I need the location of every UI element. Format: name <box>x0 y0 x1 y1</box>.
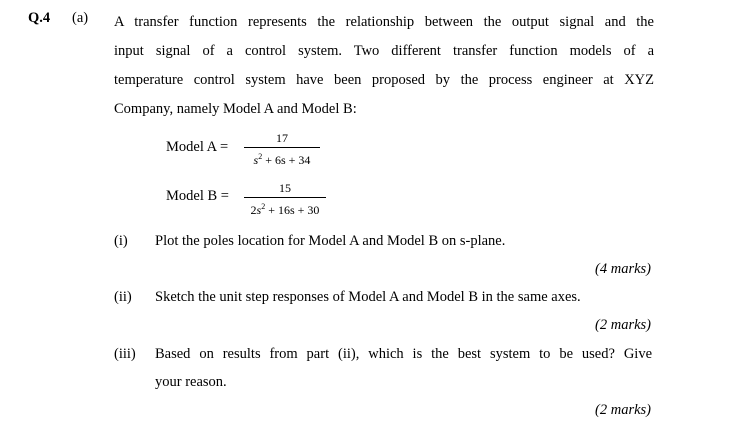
subquestion-text: your reason. <box>155 374 227 390</box>
model-b-den-s: s <box>256 203 262 217</box>
intro-line-2: input signal of a control system. Two different transfer function models of a <box>114 43 654 59</box>
question-part-label: (a) <box>72 10 89 26</box>
model-b-label: Model B = <box>166 188 229 204</box>
model-b-den-exp: 2 <box>261 202 266 211</box>
subquestion-number: (iii) <box>114 346 136 362</box>
model-b-denominator <box>251 199 320 218</box>
model-a-numerator: 17 <box>276 131 288 145</box>
model-a-den-s: s <box>253 153 259 167</box>
model-a-label: Model A = <box>166 139 229 155</box>
model-a-den-exp: 2 <box>258 152 263 161</box>
model-a-fraction <box>244 130 320 168</box>
question-number: Q.4 <box>28 10 51 26</box>
model-b-den-coef: 2 <box>250 203 257 217</box>
subquestion-text: Plot the poles location for Model A and Model B on s-plane. <box>155 233 506 249</box>
intro-line-3: temperature control system have been proposed by the process engineer at XYZ <box>114 72 654 88</box>
fraction-bar <box>244 147 320 148</box>
marks-label: (2 marks) <box>595 402 651 418</box>
subquestion-text: Based on results from part (ii), which is the best system to be used? Give <box>155 346 652 362</box>
subquestion-number: (ii) <box>114 289 132 305</box>
model-b-numerator: 15 <box>279 181 291 195</box>
marks-label: (4 marks) <box>595 261 651 277</box>
model-b-fraction <box>244 180 326 218</box>
intro-line-4: Company, namely Model A and Model B: <box>114 101 357 117</box>
model-a-denominator <box>254 149 311 168</box>
fraction-bar <box>244 197 326 198</box>
intro-line-1: A transfer function represents the relationship between the output signal and the <box>114 14 654 30</box>
subquestion-number: (i) <box>114 233 128 249</box>
model-a-den-rest: + 6s + 34 <box>262 153 311 167</box>
subquestion-text: Sketch the unit step responses of Model A and Model B in the same axes. <box>155 289 581 305</box>
marks-label: (2 marks) <box>595 317 651 333</box>
model-b-den-rest: + 16s + 30 <box>265 203 320 217</box>
